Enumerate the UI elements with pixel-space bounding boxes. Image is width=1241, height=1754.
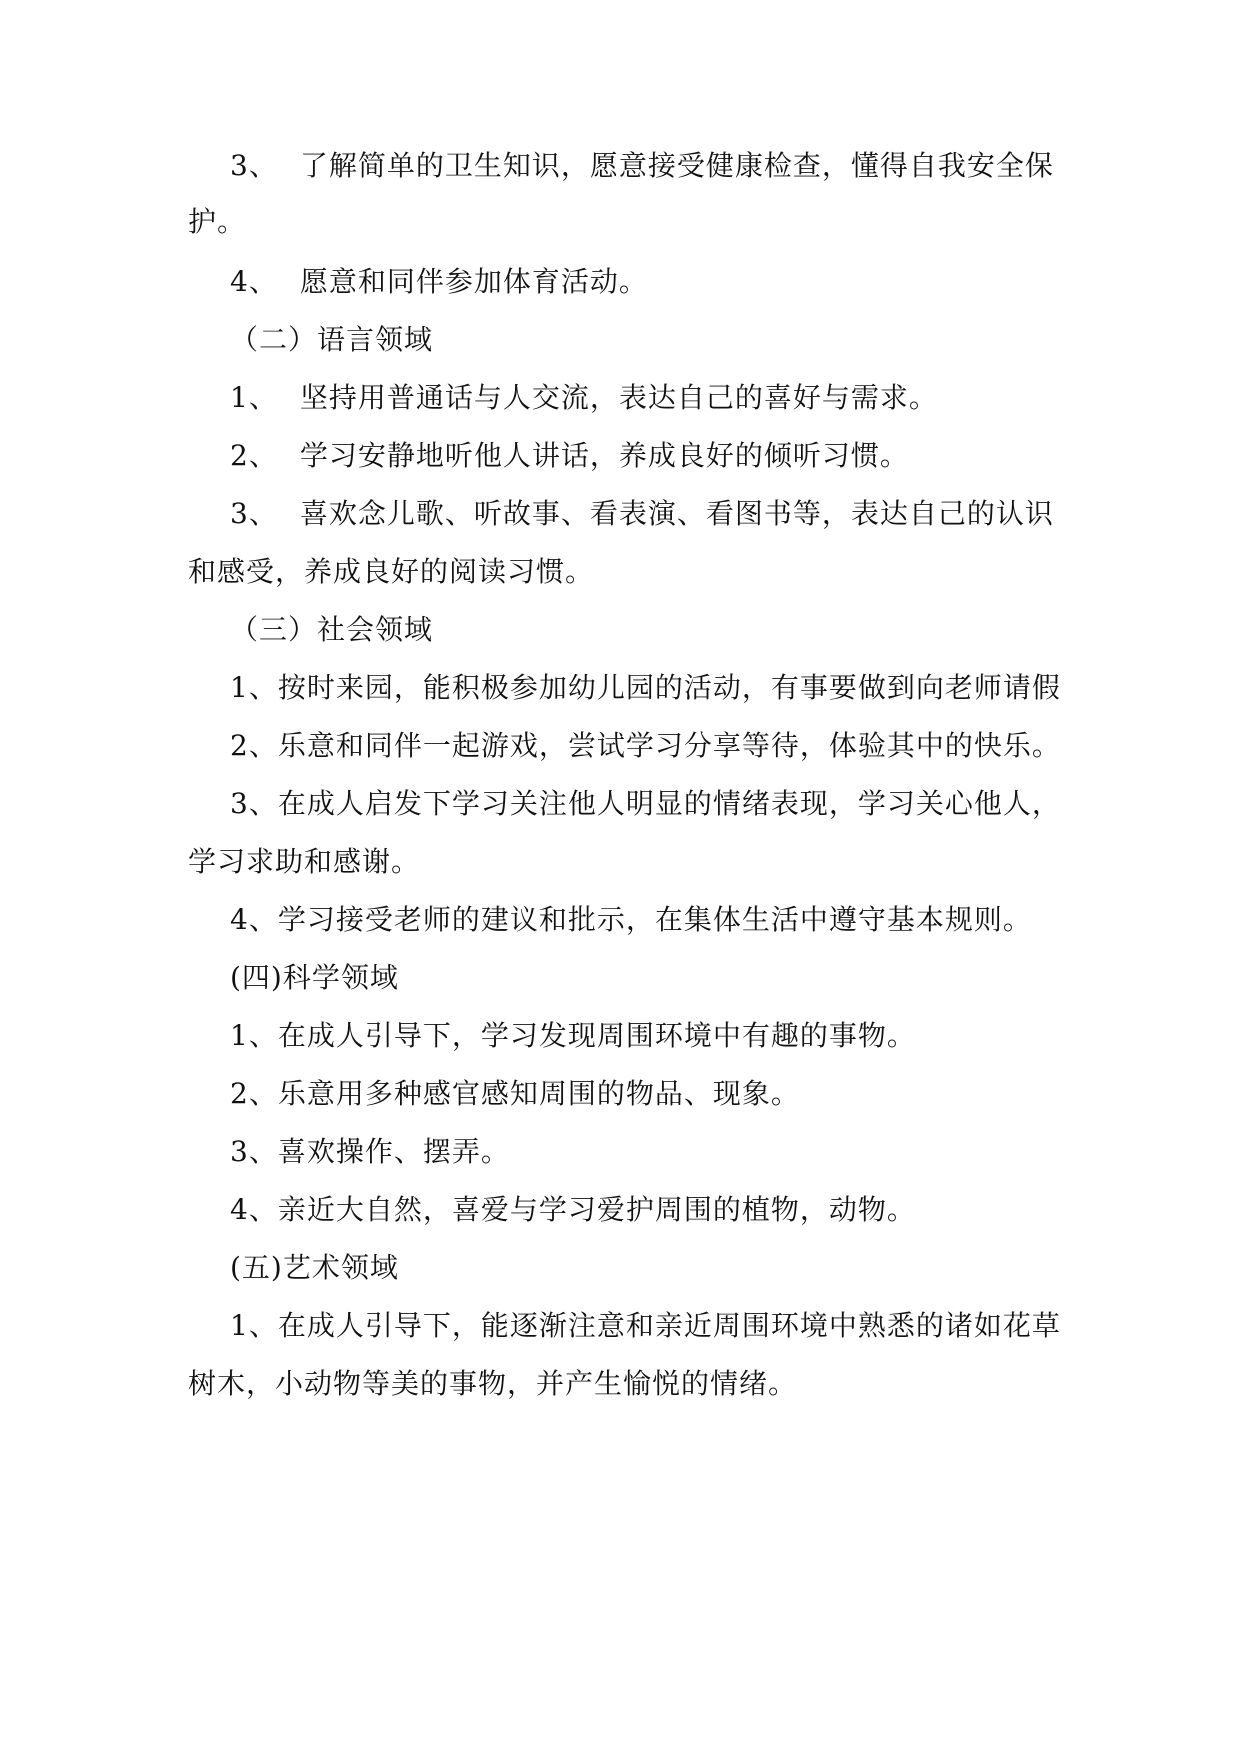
paragraph-social-2: 2、乐意和同伴一起游戏，尝试学习分享等待，体验其中的快乐。: [230, 729, 1061, 762]
paragraph-social-4: 4、学习接受老师的建议和批示，在集体生活中遵守基本规则。: [230, 903, 1032, 936]
paragraph-text: 愿意和同伴参加体育活动。: [299, 265, 648, 298]
paragraph-language-2: [230, 436, 1110, 476]
item-number: 2、: [230, 439, 278, 472]
paragraph-continuation: 树木，小动物等美的事物，并产生愉悦的情绪。: [188, 1367, 798, 1400]
section-heading-language: （二）语言领域: [230, 323, 434, 356]
paragraph-text: 了解简单的卫生知识，愿意接受健康检查，懂得自我安全保: [299, 149, 1054, 182]
paragraph-continuation: 和感受，养成良好的阅读习惯。: [188, 555, 595, 588]
paragraph-continuation: 学习求助和感谢。: [188, 845, 421, 878]
paragraph-arts-1: 1、在成人引导下，能逐渐注意和亲近周围环境中熟悉的诸如花草: [230, 1309, 1061, 1342]
paragraph-social-3: 3、在成人启发下学习关注他人明显的情绪表现，学习关心他人，: [230, 787, 1061, 820]
item-number: 3、: [230, 149, 278, 182]
item-number: 1、: [230, 381, 278, 414]
paragraph-health-3: [230, 146, 1110, 186]
item-number: 3、: [230, 497, 278, 530]
paragraph-science-1: 1、在成人引导下，学习发现周围环境中有趣的事物。: [230, 1019, 916, 1052]
section-heading-science: (四)科学领域: [230, 961, 399, 994]
paragraph-science-2: 2、乐意用多种感官感知周围的物品、现象。: [230, 1077, 800, 1110]
paragraph-science-3: 3、喜欢操作、摆弄。: [230, 1135, 510, 1168]
section-heading-social: （三）社会领域: [230, 613, 434, 646]
item-number: 4、: [230, 265, 278, 298]
paragraph-health-4: [230, 262, 1110, 302]
paragraph-science-4: 4、亲近大自然，喜爱与学习爱护周围的植物，动物。: [230, 1193, 916, 1226]
paragraph-text: 喜欢念儿歌、听故事、看表演、看图书等，表达自己的认识: [299, 497, 1054, 530]
paragraph-continuation: 护。: [188, 205, 247, 238]
paragraph-social-1: 1、按时来园，能积极参加幼儿园的活动，有事要做到向老师请假: [230, 671, 1061, 704]
paragraph-language-1: [230, 378, 1110, 418]
paragraph-language-3: [230, 494, 1110, 534]
paragraph-text: 学习安静地听他人讲话，养成良好的倾听习惯。: [299, 439, 909, 472]
section-heading-arts: (五)艺术领域: [230, 1251, 399, 1284]
paragraph-text: 坚持用普通话与人交流，表达自己的喜好与需求。: [299, 381, 938, 414]
